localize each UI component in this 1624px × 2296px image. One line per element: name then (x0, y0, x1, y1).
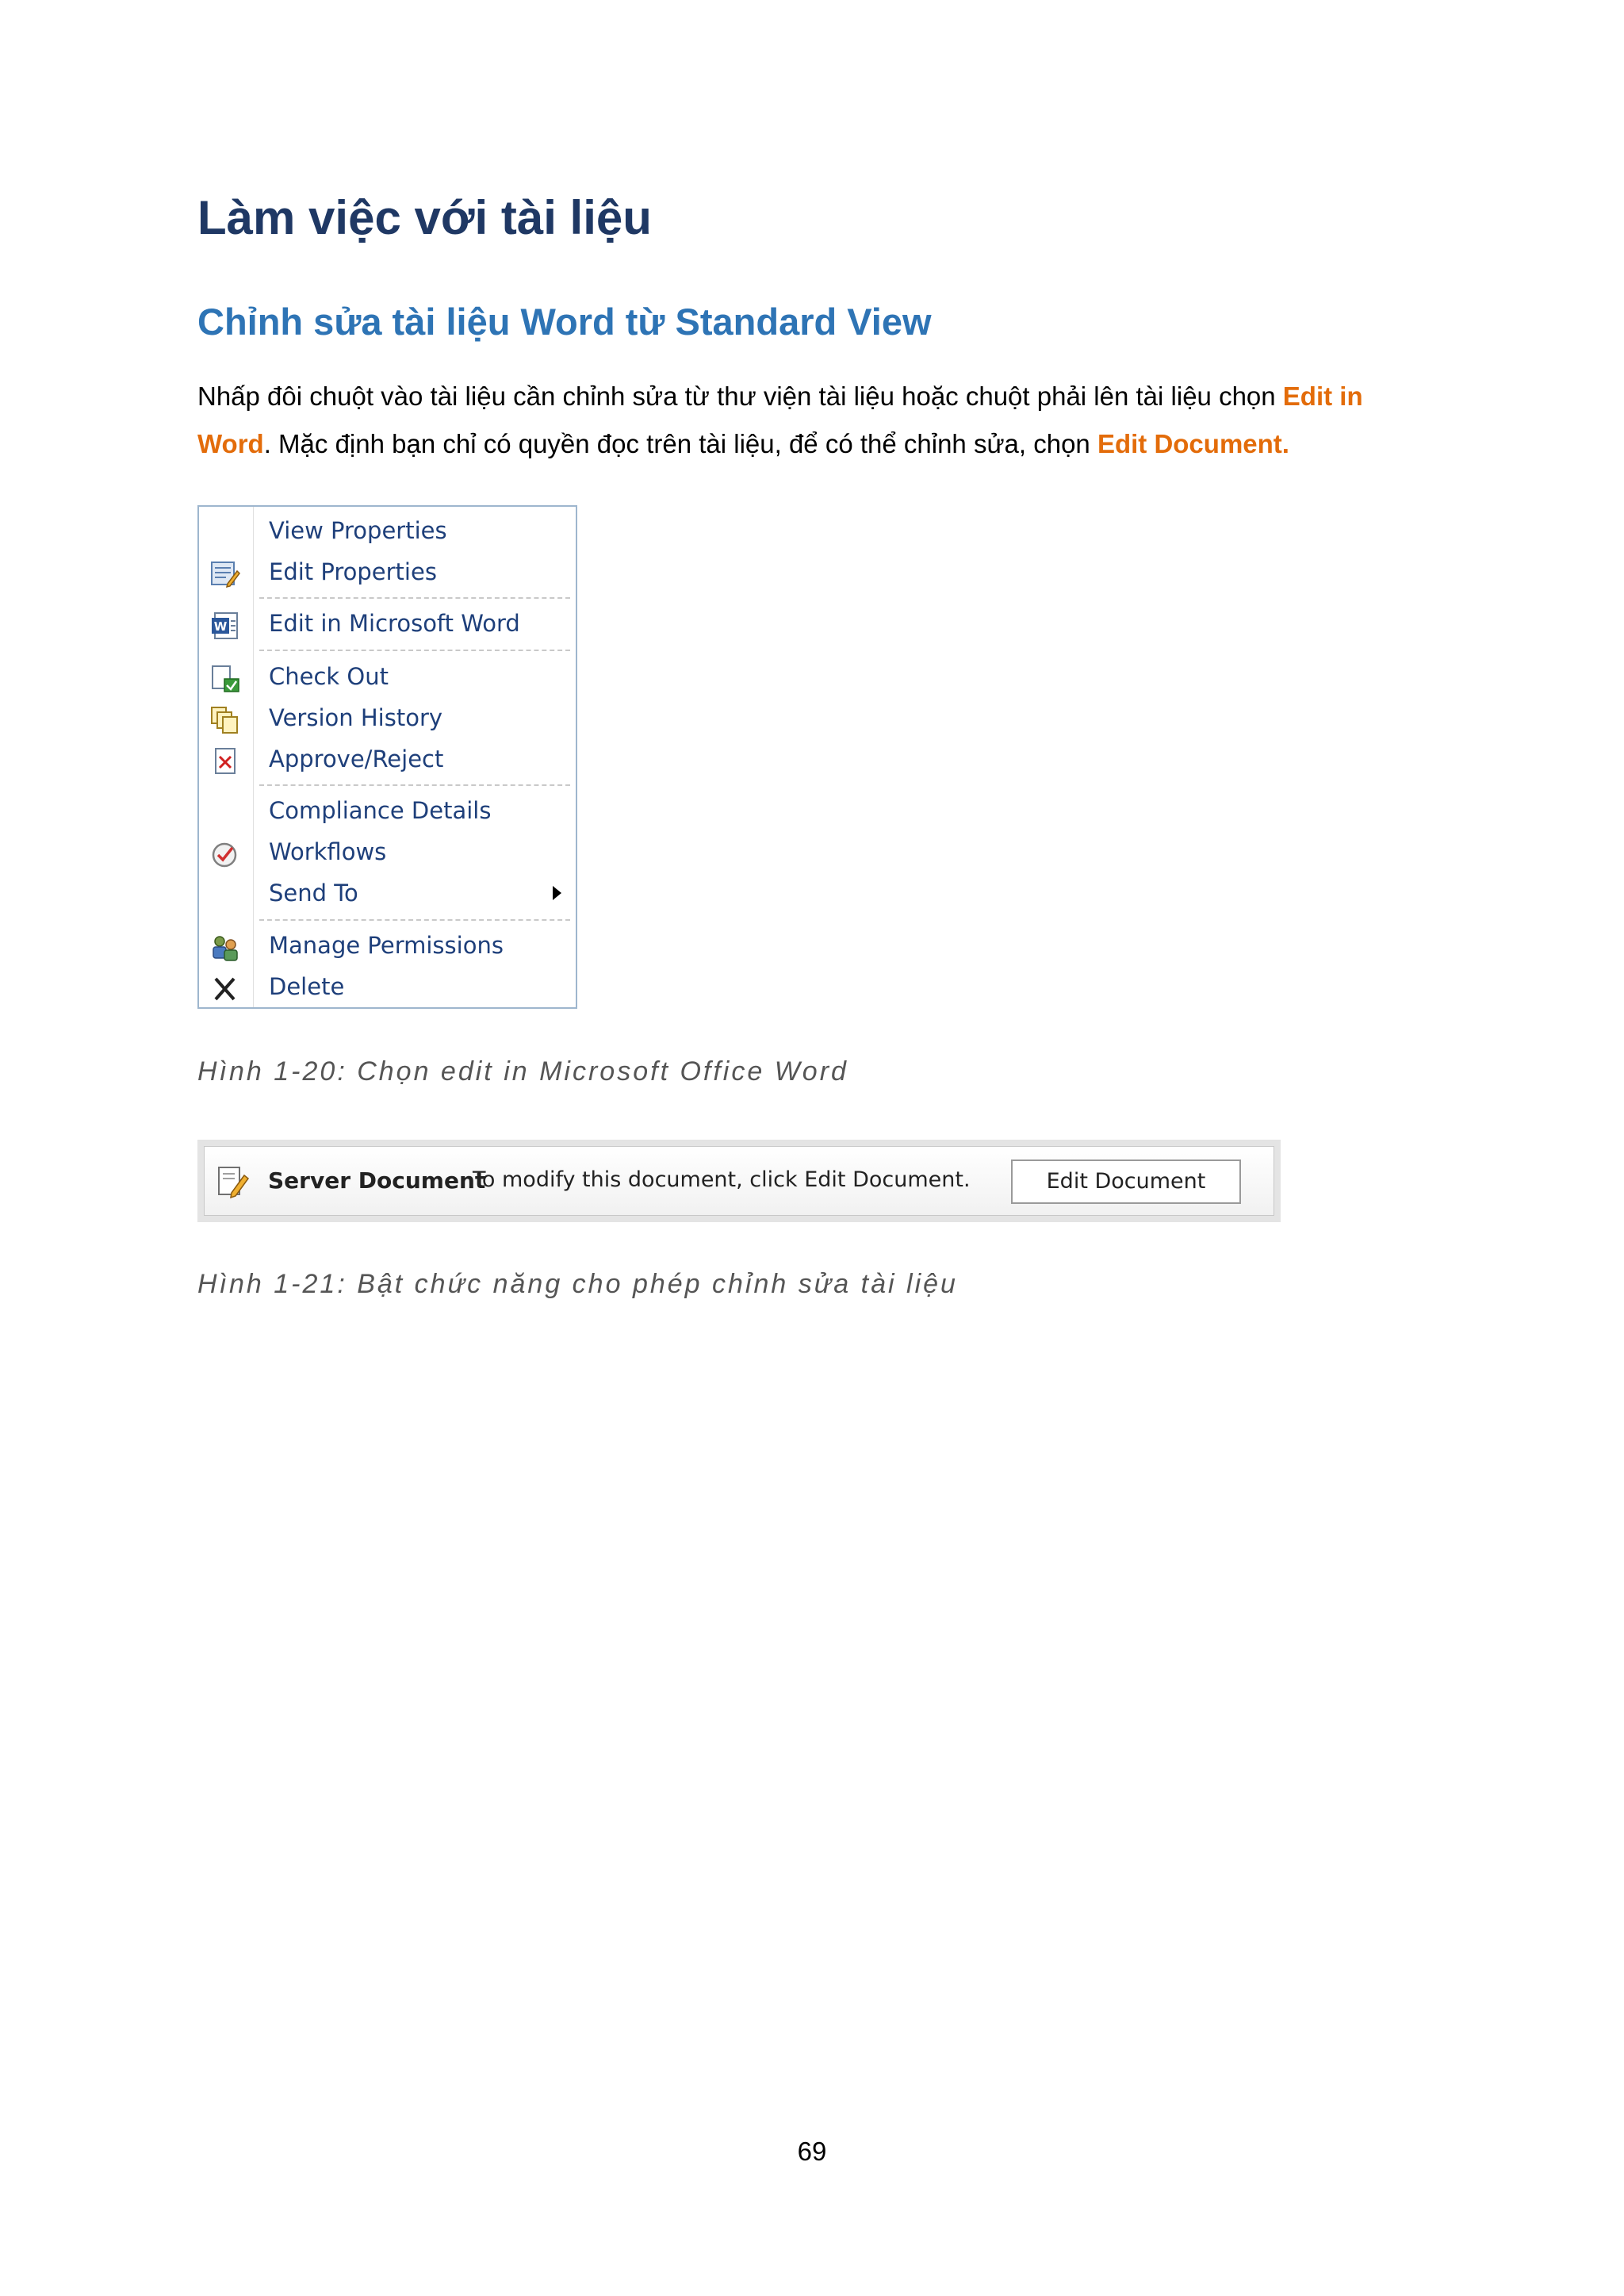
figure-caption-1-20: Hình 1-20: Chọn edit in Microsoft Office Word (197, 1056, 848, 1087)
version-history-icon (210, 706, 240, 734)
submenu-arrow-icon (553, 886, 561, 900)
permissions-icon (210, 933, 240, 962)
edit-properties-icon (210, 560, 240, 588)
server-document-message: To modify this document, click Edit Document. (473, 1167, 971, 1192)
menu-item-edit-in-word[interactable] (199, 605, 576, 646)
menu-separator (259, 919, 570, 921)
server-document-bar (197, 1140, 1281, 1222)
check-out-icon (210, 665, 240, 693)
approve-reject-icon (210, 747, 240, 776)
menu-item-label: Delete (269, 973, 345, 1000)
menu-item-label: Edit in Microsoft Word (269, 610, 520, 637)
menu-item-send-to[interactable] (199, 875, 576, 916)
page-number: 69 (797, 2137, 827, 2166)
menu-item-workflows[interactable] (199, 834, 576, 875)
menu-item-manage-permissions[interactable] (199, 927, 576, 968)
server-document-bar-inner (204, 1146, 1274, 1216)
edit-document-button[interactable]: Edit Document (1011, 1159, 1241, 1204)
figure-caption-1-21: Hình 1-21: Bật chức năng cho phép chỉnh sửa tài liệu (197, 1269, 958, 1299)
menu-item-label: Workflows (269, 838, 387, 865)
menu-separator (259, 597, 570, 599)
server-document-title: Server Document (268, 1167, 486, 1194)
highlight-edit-document: Edit Document. (1097, 429, 1289, 458)
menu-item-label: Check Out (269, 663, 389, 690)
menu-item-compliance-details[interactable] (199, 792, 576, 834)
paragraph-text-1: Nhấp đôi chuột vào tài liệu cần chỉnh sửa từ thư viện tài liệu hoặc chuột phải lên tài liệu chọn (197, 381, 1283, 411)
menu-item-approve-reject[interactable] (199, 741, 576, 782)
menu-item-version-history[interactable] (199, 700, 576, 741)
body-paragraph (197, 373, 1434, 468)
menu-item-label: Version History (269, 704, 443, 731)
svg-text:W: W (213, 619, 228, 634)
menu-item-label: Edit Properties (269, 558, 437, 585)
menu-item-delete[interactable] (199, 968, 576, 1010)
workflows-icon (210, 840, 240, 868)
menu-item-view-properties[interactable] (199, 512, 576, 554)
menu-item-label: Manage Permissions (269, 932, 504, 959)
menu-separator (259, 650, 570, 651)
paragraph-text-2: . Mặc định bạn chỉ có quyền đọc trên tài liệu, để có thể chỉnh sửa, chọn (263, 429, 1097, 458)
document-edit-icon (216, 1164, 251, 1199)
highlight-edit-in-word: Edit in Word (197, 381, 1363, 458)
section-title: Chỉnh sửa tài liệu Word từ Standard View (197, 301, 932, 343)
menu-item-check-out[interactable] (199, 658, 576, 700)
menu-item-label: Approve/Reject (269, 746, 444, 772)
menu-item-label: Send To (269, 880, 358, 907)
context-menu (197, 505, 577, 1009)
word-icon (210, 611, 240, 640)
menu-item-edit-properties[interactable] (199, 554, 576, 595)
page-title: Làm việc với tài liệu (197, 191, 652, 244)
menu-item-label: Compliance Details (269, 797, 492, 824)
delete-icon (210, 975, 240, 1003)
menu-item-label: View Properties (269, 517, 447, 544)
menu-separator (259, 784, 570, 786)
